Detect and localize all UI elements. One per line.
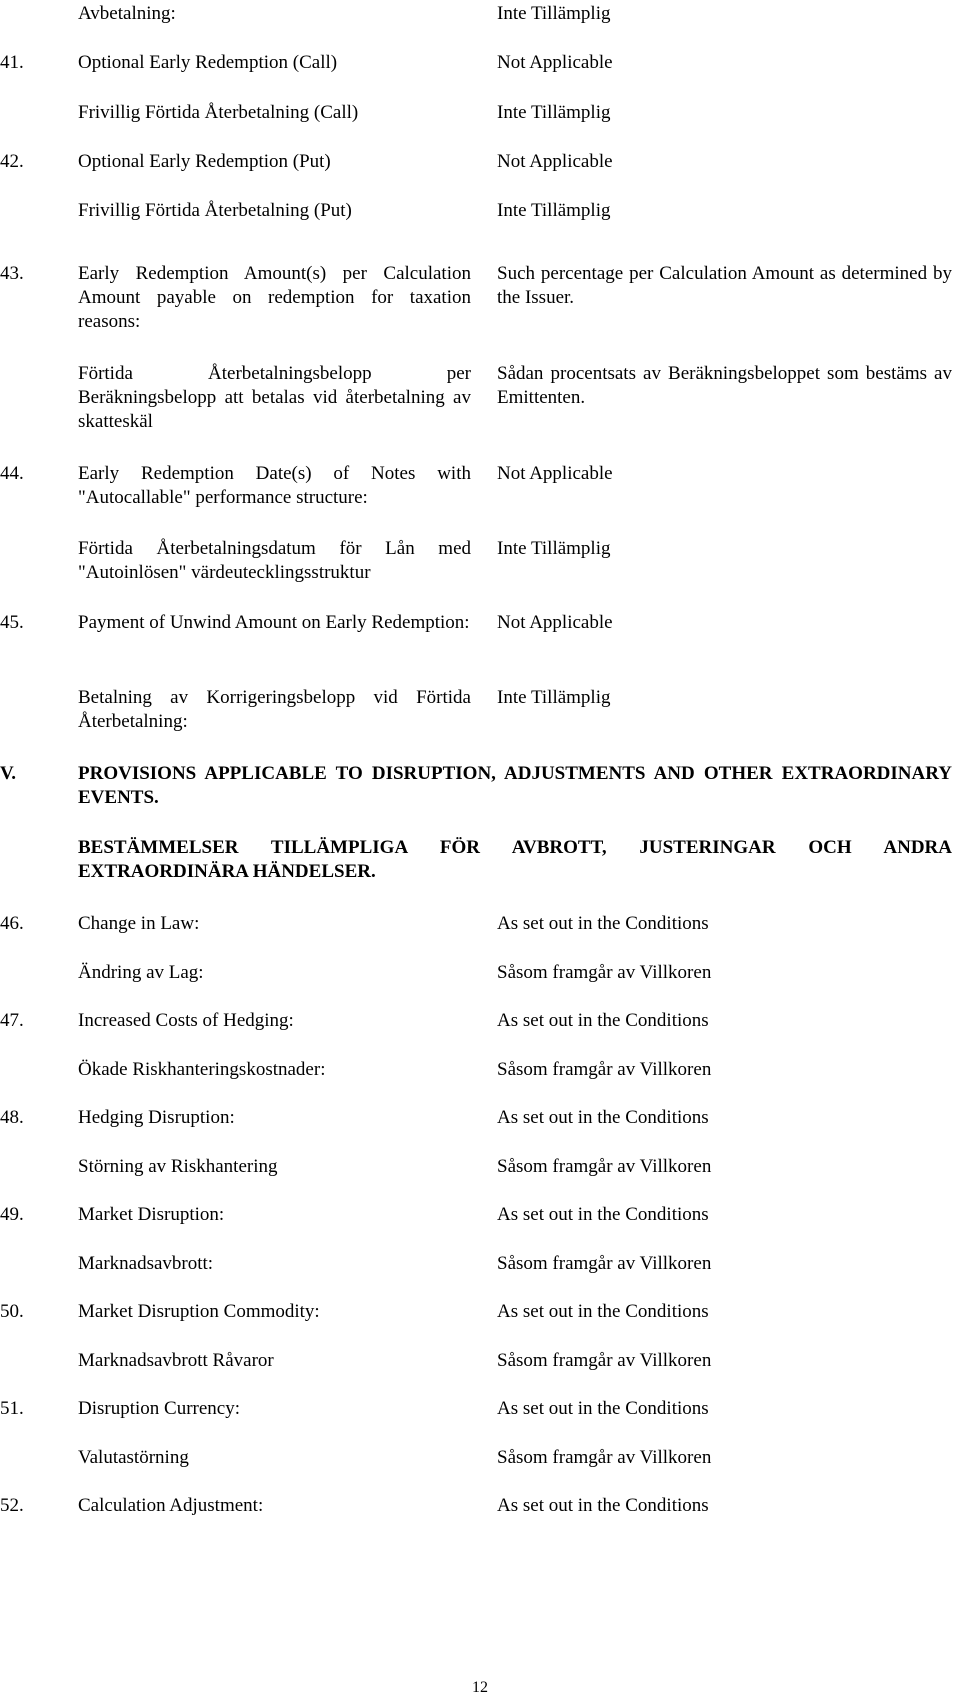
item-label: Ändring av Lag: [78, 962, 204, 983]
item-number: 47. [0, 1010, 24, 1031]
item-number: 42. [0, 151, 24, 172]
item-label: Calculation Adjustment: [78, 1495, 264, 1516]
item-value: Såsom framgår av Villkoren [497, 1350, 712, 1371]
item-number: 52. [0, 1495, 24, 1516]
item-label: Förtida Återbetalningsdatum för Lån med "Autoinlösen" värdeutecklingsstruktur [78, 538, 471, 583]
item-value: As set out in the Conditions [497, 913, 709, 934]
item-value: As set out in the Conditions [497, 1107, 709, 1128]
item-value: Not Applicable [497, 612, 613, 633]
item-label: Market Disruption Commodity: [78, 1301, 320, 1322]
item-label: Optional Early Redemption (Put) [78, 151, 331, 172]
item-number: 51. [0, 1398, 24, 1419]
item-label: Förtida Återbetalningsbelopp per Beräkningsbelopp att betalas vid återbetalning av skatteskäl [78, 363, 471, 432]
item-value: As set out in the Conditions [497, 1301, 709, 1322]
item-label: Optional Early Redemption (Call) [78, 52, 338, 73]
item-value: As set out in the Conditions [497, 1495, 709, 1516]
item-label: Ökade Riskhanteringskostnader: [78, 1059, 326, 1080]
item-label: Betalning av Korrigeringsbelopp vid Förtida Återbetalning: [78, 687, 471, 732]
item-label: Hedging Disruption: [78, 1107, 235, 1128]
item-value: Såsom framgår av Villkoren [497, 1156, 712, 1177]
item-label: Early Redemption Amount(s) per Calculation Amount payable on redemption for taxation reasons: [78, 263, 471, 332]
item-value: Inte Tillämplig [497, 538, 611, 559]
item-number: 41. [0, 52, 24, 73]
item-number: 50. [0, 1301, 24, 1322]
item-value: Such percentage per Calculation Amount as determined by the Issuer. [497, 263, 952, 308]
item-label: Marknadsavbrott Råvaror [78, 1350, 274, 1371]
item-label: Market Disruption: [78, 1204, 225, 1225]
item-number: 48. [0, 1107, 24, 1128]
item-label: Payment of Unwind Amount on Early Redemption: [78, 612, 470, 633]
item-label: Störning av Riskhantering [78, 1156, 278, 1177]
item-value: As set out in the Conditions [497, 1204, 709, 1225]
item-value: Såsom framgår av Villkoren [497, 1253, 712, 1274]
item-number: 45. [0, 612, 24, 633]
item-value: As set out in the Conditions [497, 1398, 709, 1419]
item-number: 43. [0, 263, 24, 284]
item-value: Inte Tillämplig [497, 200, 611, 221]
item-label: Marknadsavbrott: [78, 1253, 214, 1274]
item-label: Change in Law: [78, 913, 200, 934]
item-label: Frivillig Förtida Återbetalning (Call) [78, 102, 359, 123]
item-value: As set out in the Conditions [497, 1010, 709, 1031]
item-value: Inte Tillämplig [497, 687, 611, 708]
page-number: 12 [472, 1679, 488, 1696]
item-value: Såsom framgår av Villkoren [497, 1447, 712, 1468]
item-label: Avbetalning: [78, 3, 176, 24]
item-label: Increased Costs of Hedging: [78, 1010, 294, 1031]
item-value: Sådan procentsats av Beräkningsbeloppet som bestäms av Emittenten. [497, 363, 952, 408]
item-value: Såsom framgår av Villkoren [497, 962, 712, 983]
section-title-swedish: BESTÄMMELSER TILLÄMPLIGA FÖR AVBROTT, JUSTERINGAR OCH ANDRA EXTRAORDINÄRA HÄNDELSER. [78, 837, 952, 882]
item-value: Not Applicable [497, 52, 613, 73]
item-value: Not Applicable [497, 463, 613, 484]
item-number: 44. [0, 463, 24, 484]
item-label: Disruption Currency: [78, 1398, 241, 1419]
section-number: V. [0, 763, 17, 784]
item-number: 49. [0, 1204, 24, 1225]
item-label: Valutastörning [78, 1447, 189, 1468]
item-number: 46. [0, 913, 24, 934]
item-label: Frivillig Förtida Återbetalning (Put) [78, 200, 352, 221]
item-value: Såsom framgår av Villkoren [497, 1059, 712, 1080]
item-label: Early Redemption Date(s) of Notes with "Autocallable" performance structure: [78, 463, 471, 508]
section-title-english: PROVISIONS APPLICABLE TO DISRUPTION, ADJUSTMENTS AND OTHER EXTRAORDINARY EVENTS. [78, 763, 952, 808]
item-value: Inte Tillämplig [497, 3, 611, 24]
item-value: Inte Tillämplig [497, 102, 611, 123]
item-value: Not Applicable [497, 151, 613, 172]
